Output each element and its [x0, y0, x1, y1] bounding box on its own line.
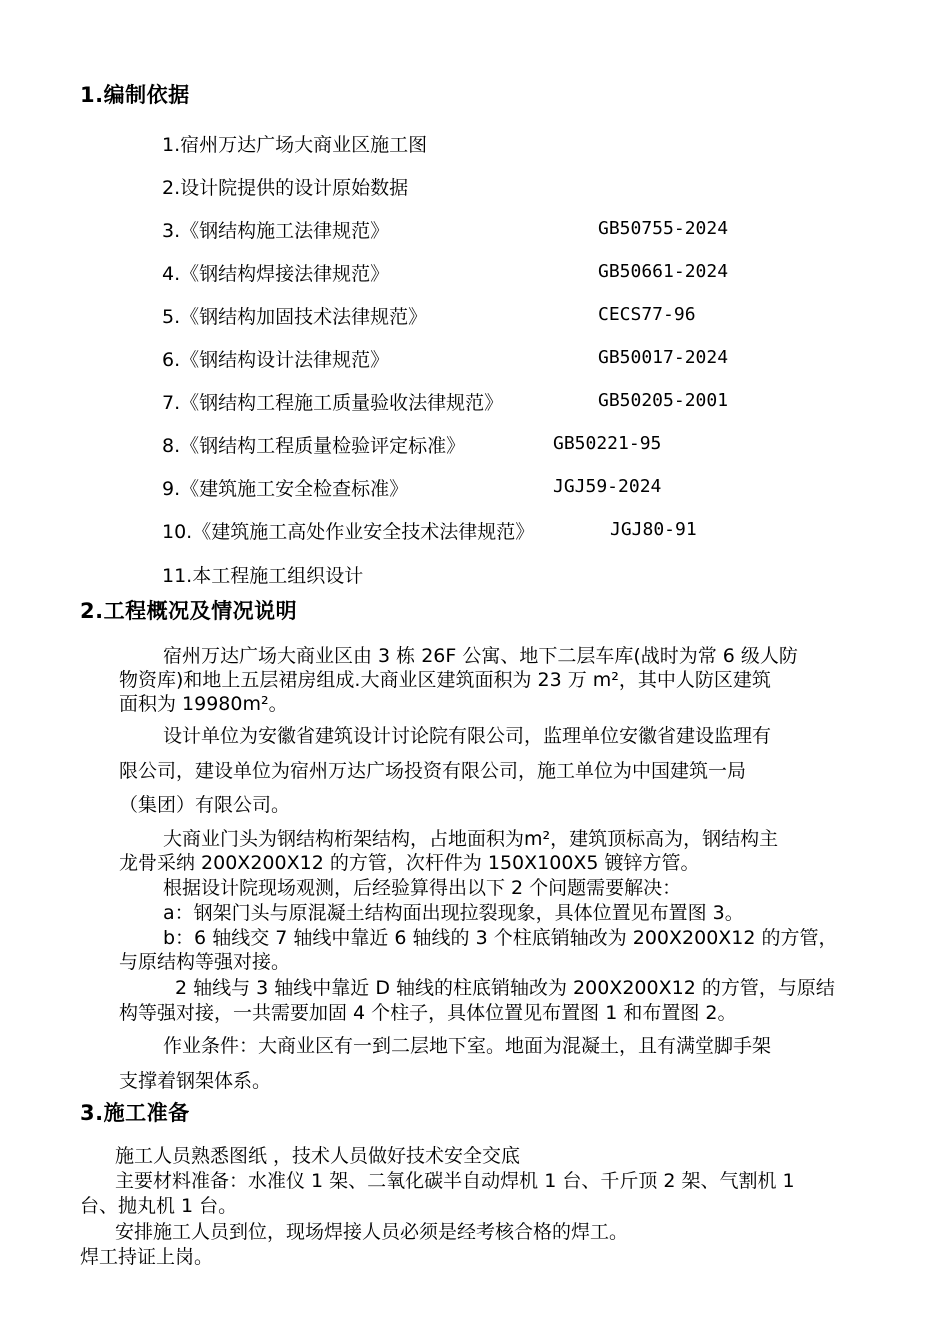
paragraph-line: 根据设计院现场观测，后经验算得出以下 2 个问题需要解决：	[163, 877, 682, 899]
paragraph-line: （集团）有限公司。	[119, 794, 291, 816]
paragraph-line: 限公司，建设单位为宿州万达广场投资有限公司，施工单位为中国建筑一局	[119, 760, 747, 782]
paragraph-line: 与原结构等强对接。	[119, 951, 291, 973]
section-2-title: 2.工程概况及情况说明	[80, 599, 298, 623]
reference-item-8: 8.《钢结构工程质量检验评定标准》	[162, 435, 466, 457]
paragraph-line: 作业条件：大商业区有一到二层地下室。地面为混凝土，且有满堂脚手架	[163, 1035, 772, 1057]
reference-code-3: GB50755-2024	[598, 218, 729, 239]
reference-code-8: GB50221-95	[553, 433, 662, 454]
reference-item-7: 7.《钢结构工程施工质量验收法律规范》	[162, 392, 504, 414]
paragraph-line: b：6 轴线交 7 轴线中靠近 6 轴线的 3 个柱底销轴改为 200X200X12 的方管，	[163, 927, 838, 949]
reference-item-6: 6.《钢结构设计法律规范》	[162, 349, 390, 371]
paragraph-line: 支撑着钢架体系。	[119, 1070, 272, 1092]
paragraph-line: 安排施工人员到位，现场焊接人员必须是经考核合格的焊工。	[115, 1221, 629, 1243]
section-1-title: 1.编制依据	[80, 83, 190, 107]
paragraph-line: 构等强对接，一共需要加固 4 个柱子，具体位置见布置图 1 和布置图 2。	[119, 1002, 737, 1024]
paragraph-line: 物资库)和地上五层裙房组成.大商业区建筑面积为 23 万 m²，其中人防区建筑	[119, 669, 771, 691]
paragraph-line: 大商业门头为钢结构桁架结构，占地面积为m²，建筑顶标高为，钢结构主	[163, 828, 779, 850]
reference-code-7: GB50205-2001	[598, 390, 729, 411]
reference-item-1: 1.宿州万达广场大商业区施工图	[162, 134, 428, 156]
reference-item-11: 11.本工程施工组织设计	[162, 565, 364, 587]
reference-code-9: JGJ59-2024	[553, 476, 662, 497]
paragraph-line: 主要材料准备：水准仪 1 架、二氧化碳半自动焊机 1 台、千斤顶 2 架、气割机 1	[115, 1170, 795, 1192]
reference-item-2: 2.设计院提供的设计原始数据	[162, 177, 409, 199]
reference-item-9: 9.《建筑施工安全检查标准》	[162, 478, 409, 500]
paragraph-line: 面积为 19980m²。	[119, 693, 288, 715]
reference-code-6: GB50017-2024	[598, 347, 729, 368]
reference-item-4: 4.《钢结构焊接法律规范》	[162, 263, 390, 285]
paragraph-line: a：钢架门头与原混凝土结构面出现拉裂现象，具体位置见布置图 3。	[163, 902, 744, 924]
paragraph-line: 施工人员熟悉图纸 ，技术人员做好技术安全交底	[115, 1145, 521, 1167]
reference-item-10: 10.《建筑施工高处作业安全技术法律规范》	[162, 521, 535, 543]
paragraph-line: 龙骨采纳 200X200X12 的方管，次杆件为 150X100X5 镀锌方管。	[119, 852, 700, 874]
reference-item-3: 3.《钢结构施工法律规范》	[162, 220, 390, 242]
reference-code-4: GB50661-2024	[598, 261, 729, 282]
section-3-title: 3.施工准备	[80, 1101, 190, 1125]
reference-code-10: JGJ80-91	[610, 519, 697, 540]
paragraph-line: 台、抛丸机 1 台。	[80, 1195, 238, 1217]
reference-item-5: 5.《钢结构加固技术法律规范》	[162, 306, 428, 328]
paragraph-line: 焊工持证上岗。	[80, 1246, 214, 1268]
paragraph-line: 宿州万达广场大商业区由 3 栋 26F 公寓、地下二层车库(战时为常 6 级人防	[163, 645, 798, 667]
reference-code-5: CECS77-96	[598, 304, 696, 325]
paragraph-line: 2 轴线与 3 轴线中靠近 D 轴线的柱底销轴改为 200X200X12 的方管，与原结	[175, 977, 835, 999]
paragraph-line: 设计单位为安徽省建筑设计讨论院有限公司，监理单位安徽省建设监理有	[163, 725, 772, 747]
